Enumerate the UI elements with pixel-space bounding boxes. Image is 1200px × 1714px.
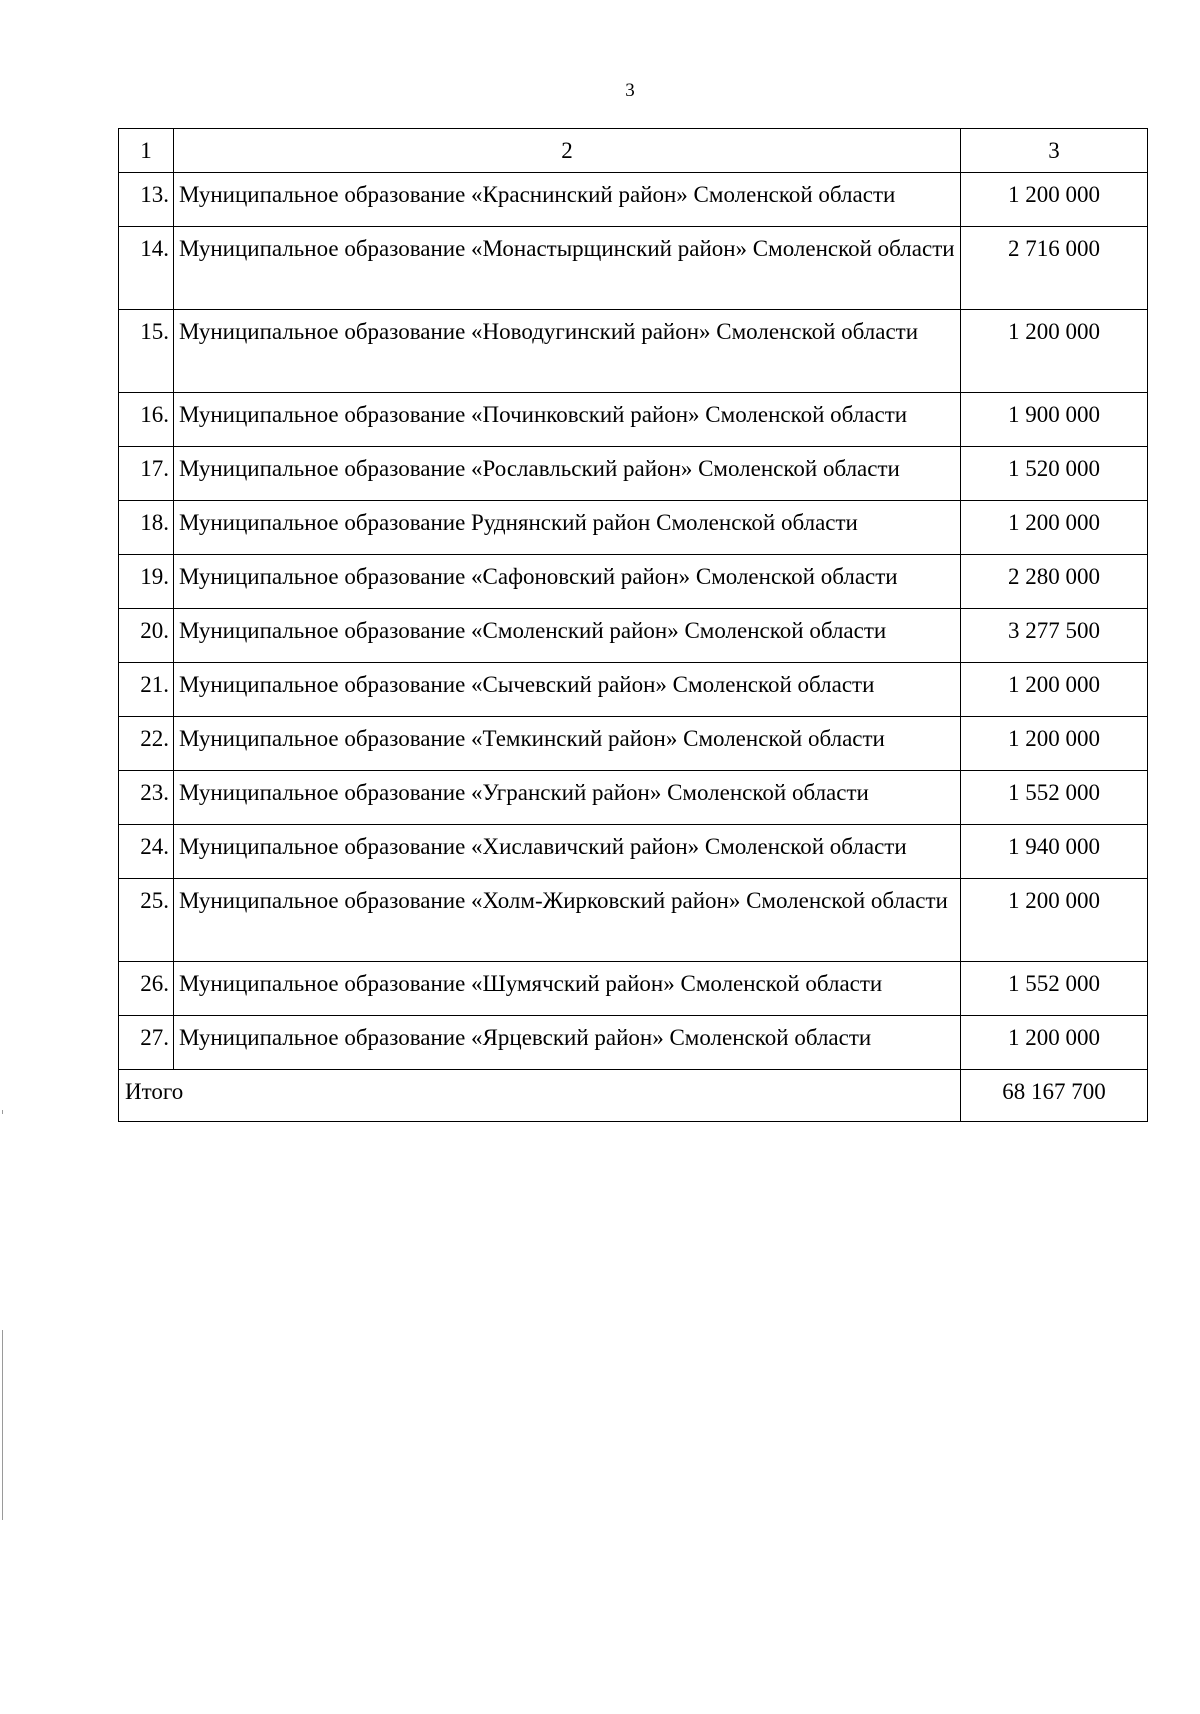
table-header-row: [119, 129, 1148, 173]
municipality-name: Муниципальное образование «Починковский район» Смоленской области: [174, 393, 961, 447]
total-amount: 68 167 700: [961, 1070, 1148, 1122]
municipality-name: Муниципальное образование «Сафоновский район» Смоленской области: [174, 555, 961, 609]
row-number: 19.: [119, 555, 174, 609]
amount-cell: 1 552 000: [961, 771, 1148, 825]
municipality-name: Муниципальное образование «Шумячский район» Смоленской области: [174, 962, 961, 1016]
table-row: [119, 717, 1148, 771]
table-row: [119, 227, 1148, 310]
municipality-name: Муниципальное образование «Рославльский район» Смоленской области: [174, 447, 961, 501]
municipality-name: Муниципальное образование «Угранский район» Смоленской области: [174, 771, 961, 825]
header-cell: 2: [174, 129, 961, 173]
amount-cell: 1 200 000: [961, 310, 1148, 393]
table-row: [119, 173, 1148, 227]
page-number: 3: [625, 80, 635, 101]
total-row: [119, 1070, 1148, 1122]
table-row: [119, 310, 1148, 393]
amount-cell: 1 520 000: [961, 447, 1148, 501]
row-number: 21.: [119, 663, 174, 717]
allocation-table: [118, 128, 1148, 1122]
municipality-name: Муниципальное образование «Монастырщинский район» Смоленской области: [174, 227, 961, 310]
row-number: 22.: [119, 717, 174, 771]
municipality-name: Муниципальное образование «Сычевский район» Смоленской области: [174, 663, 961, 717]
row-number: 15.: [119, 310, 174, 393]
municipality-name: Муниципальное образование «Новодугинский район» Смоленской области: [174, 310, 961, 393]
total-label: Итого: [119, 1070, 961, 1122]
amount-cell: 1 200 000: [961, 663, 1148, 717]
row-number: 14.: [119, 227, 174, 310]
amount-cell: 2 716 000: [961, 227, 1148, 310]
amount-cell: 3 277 500: [961, 609, 1148, 663]
amount-cell: 1 200 000: [961, 173, 1148, 227]
row-number: 17.: [119, 447, 174, 501]
row-number: 20.: [119, 609, 174, 663]
amount-cell: 1 940 000: [961, 825, 1148, 879]
amount-cell: 1 200 000: [961, 1016, 1148, 1070]
row-number: 23.: [119, 771, 174, 825]
municipality-name: Муниципальное образование «Холм-Жирковский район» Смоленской области: [174, 879, 961, 962]
amount-cell: 1 552 000: [961, 962, 1148, 1016]
row-number: 13.: [119, 173, 174, 227]
amount-cell: 1 200 000: [961, 717, 1148, 771]
municipality-name: Муниципальное образование «Краснинский район» Смоленской области: [174, 173, 961, 227]
row-number: 27.: [119, 1016, 174, 1070]
amount-cell: 2 280 000: [961, 555, 1148, 609]
scan-margin-mark: [2, 1330, 3, 1520]
table-row: [119, 555, 1148, 609]
table-row: [119, 825, 1148, 879]
municipality-name: Муниципальное образование «Хиславичский район» Смоленской области: [174, 825, 961, 879]
header-cell: 1: [119, 129, 174, 173]
table-row: [119, 1016, 1148, 1070]
row-number: 18.: [119, 501, 174, 555]
municipality-name: Муниципальное образование «Смоленский район» Смоленской области: [174, 609, 961, 663]
table-row: [119, 501, 1148, 555]
row-number: 24.: [119, 825, 174, 879]
row-number: 25.: [119, 879, 174, 962]
municipality-name: Муниципальное образование Руднянский район Смоленской области: [174, 501, 961, 555]
table-row: [119, 879, 1148, 962]
row-number: 16.: [119, 393, 174, 447]
table-row: [119, 663, 1148, 717]
table-row: [119, 771, 1148, 825]
table-row: [119, 609, 1148, 663]
scan-margin-mark: [2, 1110, 3, 1114]
municipality-name: Муниципальное образование «Ярцевский район» Смоленской области: [174, 1016, 961, 1070]
header-cell: 3: [961, 129, 1148, 173]
amount-cell: 1 900 000: [961, 393, 1148, 447]
amount-cell: 1 200 000: [961, 879, 1148, 962]
municipality-name: Муниципальное образование «Темкинский район» Смоленской области: [174, 717, 961, 771]
table-row: [119, 393, 1148, 447]
row-number: 26.: [119, 962, 174, 1016]
table-row: [119, 962, 1148, 1016]
amount-cell: 1 200 000: [961, 501, 1148, 555]
table-row: [119, 447, 1148, 501]
